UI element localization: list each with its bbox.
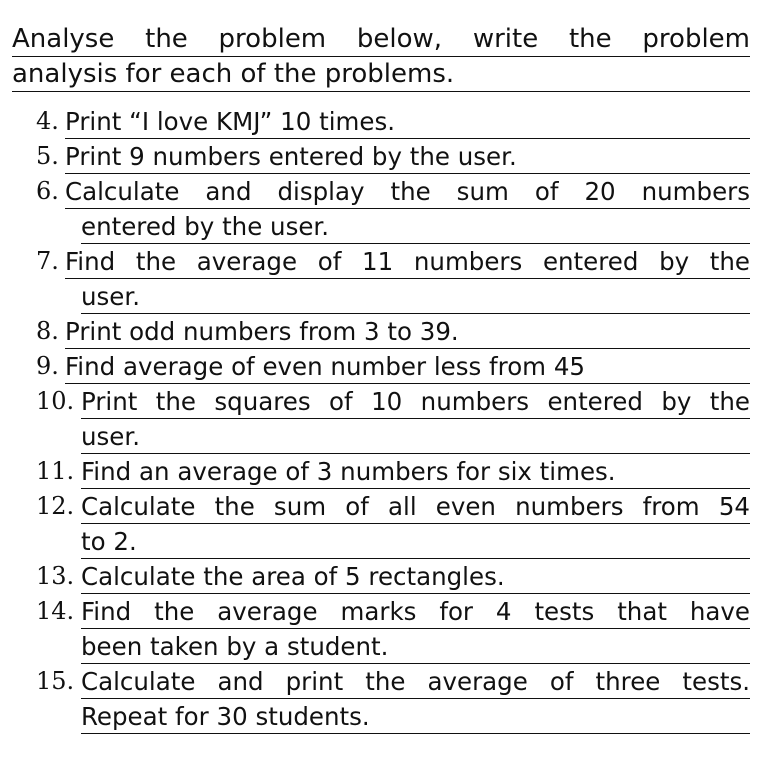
problem-number: 9.	[36, 352, 59, 380]
problem-number: 12.	[36, 492, 75, 520]
problem-item-11	[0, 454, 774, 489]
problem-number: 10.	[36, 387, 75, 415]
problem-text: Calculate the sum of all even numbers from 54	[81, 489, 750, 524]
problem-text: Print odd numbers from 3 to 39.	[65, 314, 750, 349]
problem-text-continued: user.	[81, 279, 750, 314]
problem-item-5	[0, 139, 774, 174]
problem-item-13	[0, 559, 774, 594]
problem-number: 11.	[36, 457, 75, 485]
problem-text: Find the average of 11 numbers entered by the	[65, 244, 750, 279]
problem-number: 7.	[36, 247, 59, 275]
problem-text: Print “I love KMJ” 10 times.	[65, 104, 750, 139]
problem-number: 14.	[36, 597, 75, 625]
problem-text: Find an average of 3 numbers for six times.	[81, 454, 750, 489]
problem-item-8	[0, 314, 774, 349]
problem-item-6	[0, 174, 774, 244]
problem-item-9	[0, 349, 774, 384]
problem-text-continued: Repeat for 30 students.	[81, 699, 750, 734]
problem-text: Print 9 numbers entered by the user.	[65, 139, 750, 174]
problem-number: 4.	[36, 107, 59, 135]
problem-item-14	[0, 594, 774, 664]
problem-number: 5.	[36, 142, 59, 170]
problem-item-10	[0, 384, 774, 454]
problem-text: Calculate and display the sum of 20 numbers	[65, 174, 750, 209]
problem-item-7	[0, 244, 774, 314]
problem-text: Find average of even number less from 45	[65, 349, 750, 384]
instructions-heading	[12, 22, 750, 92]
problem-item-15	[0, 664, 774, 734]
problem-text-continued: been taken by a student.	[81, 629, 750, 664]
problem-list	[0, 104, 774, 734]
heading-line-2: analysis for each of the problems.	[12, 57, 750, 92]
problem-text-continued: user.	[81, 419, 750, 454]
problem-item-4	[0, 104, 774, 139]
heading-line-1: Analyse the problem below, write the problem	[12, 22, 750, 57]
problem-text: Print the squares of 10 numbers entered by the	[81, 384, 750, 419]
problem-text-continued: to 2.	[81, 524, 750, 559]
problem-text-continued: entered by the user.	[81, 209, 750, 244]
problem-text: Find the average marks for 4 tests that have	[81, 594, 750, 629]
problem-number: 15.	[36, 667, 75, 695]
problem-text: Calculate and print the average of three tests.	[81, 664, 750, 699]
problem-number: 8.	[36, 317, 59, 345]
problem-number: 6.	[36, 177, 59, 205]
problem-item-12	[0, 489, 774, 559]
problem-number: 13.	[36, 562, 75, 590]
problem-text: Calculate the area of 5 rectangles.	[81, 559, 750, 594]
